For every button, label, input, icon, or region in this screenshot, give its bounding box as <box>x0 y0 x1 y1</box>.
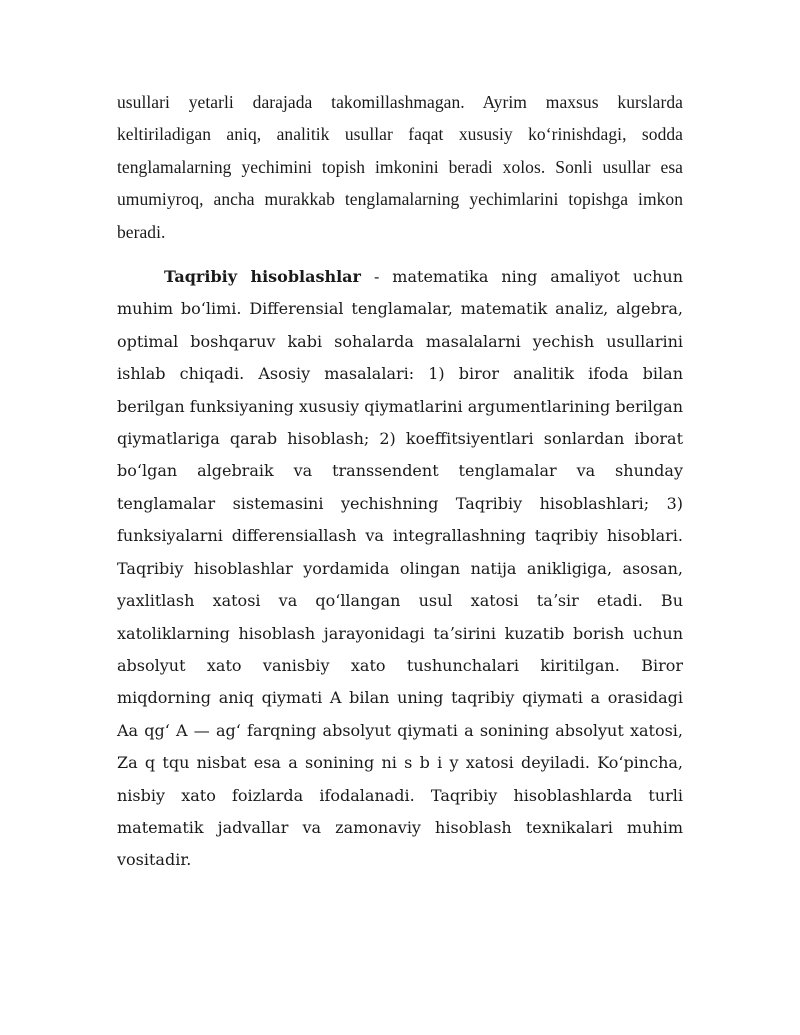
definition-text: - matematika ning amaliyot uchun muhim boʻlimi. Differensial tenglamalar, matematik analiz, algebra, optimal boshqaruv kabi sohalarda masalalarni yechish usullarini ishlab chiqadi. Asosiy masalalari: 1) biror analitik ifoda bilan berilgan funksiyaning xususiy qiymatlarini argumentlarining berilgan qiymatlariga qarab hisoblash; 2) koeffitsiyentlari sonlardan iborat boʻlgan algebraik va transsendent tenglamalar va shunday tenglamalar sistemasini yechishning Taqribiy hisoblashlari; 3) funksiyalarni differensiallash va integrallashning taqribiy hisoblari. Taqribiy hisoblashlar yordamida olingan natija anikligiga, asosan, yaxlitlash xatosi va qoʻllangan usul xatosi taʼsir etadi. Bu xatoliklarning hisoblash jarayonidagi taʼsirini kuzatib borish uchun absolyut xato vanisbiy xato tushunchalari kiritilgan. Biror miqdorning aniq qiymati A bilan uning taqribiy qiymati a orasidagi Aa qgʻ A — agʻ farqning absolyut qiymati a sonining absolyut xatosi, Za q tqu nisbat esa a sonining ni s b i y xatosi deyiladi. Koʻpincha, nisbiy xato foizlarda ifodalanadi. Taqribiy hisoblashlarda turli matematik jadvallar va zamonaviy hisoblash texnikalari muhim vositadir. <box>117 267 684 870</box>
paragraph-intro: usullari yetarli darajada takomillashmagan. Ayrim maxsus kurslarda keltiriladigan aniq, analitik usullar faqat xususiy koʻrinishdagi, sodda tenglamalarning yechimini topish imkonini beradi xolos. Sonli usullar esa umumiyroq, ancha murakkab tenglamalarning yechimlarini topishga imkon beradi. <box>117 92 683 242</box>
term-heading: Taqribiy hisoblashlar <box>164 267 361 287</box>
paragraph-definition <box>117 261 683 877</box>
document-page <box>117 86 683 877</box>
